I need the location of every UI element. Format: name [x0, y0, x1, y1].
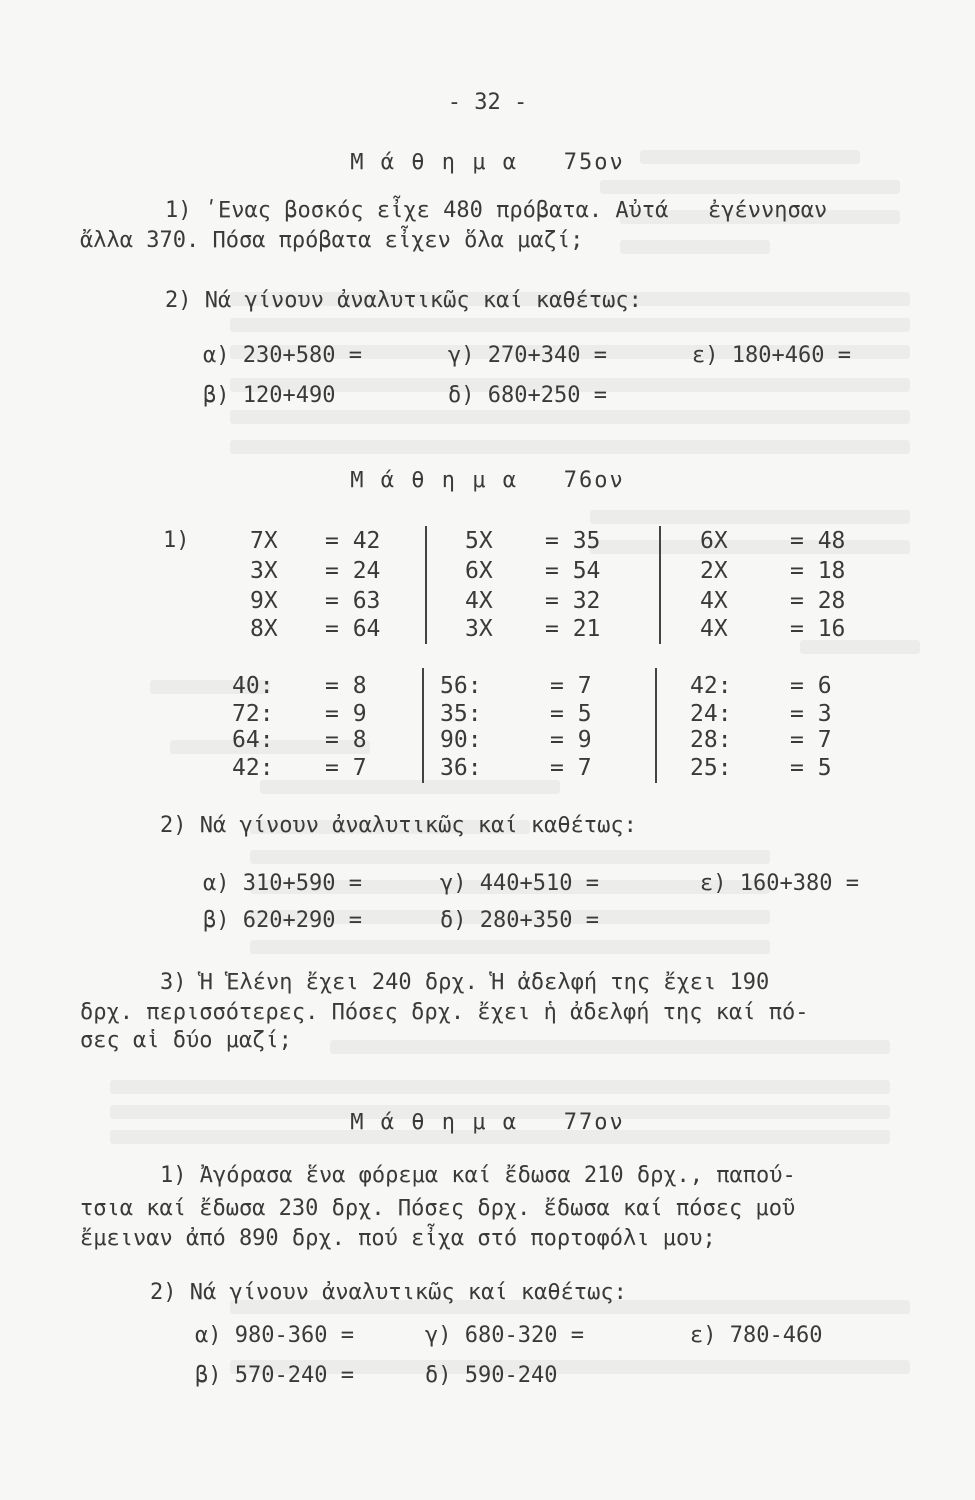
- lesson-76-title: Μ ά θ η μ α 76ον: [350, 468, 625, 493]
- div-dividend: 35:: [440, 701, 482, 727]
- lesson-75-exercise-d: δ) 680+250 =: [448, 383, 607, 408]
- div-dividend: 72:: [232, 701, 274, 727]
- mult-factor: 6Χ: [700, 528, 728, 554]
- lesson-77-exercise-a: α) 980-360 =: [195, 1323, 354, 1348]
- div-result: = 6: [790, 673, 832, 699]
- lesson-75-exercise-e: ε) 180+460 =: [692, 343, 851, 368]
- div-dividend: 64:: [232, 727, 274, 753]
- div-result: = 7: [550, 755, 592, 781]
- div-result: = 5: [790, 755, 832, 781]
- div-result: = 9: [325, 701, 367, 727]
- mult-factor: 4Χ: [700, 616, 728, 642]
- div-result: = 7: [325, 755, 367, 781]
- mult-factor: 4Χ: [465, 588, 493, 614]
- lesson-76-problem3-line1: 3) Ἡ Ἑλένη ἔχει 240 δρχ. Ἡ ἀδελφή της ἔχει 190: [160, 970, 770, 995]
- lesson-75-problem1-line2: ἄλλα 370. Πόσα πρόβατα εἶχεν ὅλα μαζί;: [80, 228, 584, 253]
- div-result: = 8: [325, 673, 367, 699]
- column-divider: [655, 668, 657, 783]
- lesson-76-problem3-line3: σες αἱ δύο μαζί;: [80, 1028, 292, 1053]
- lesson-77-title: Μ ά θ η μ α 77ον: [350, 1110, 625, 1135]
- div-result: = 5: [550, 701, 592, 727]
- mult-factor: 7Χ: [250, 528, 278, 554]
- lesson-75-exercise-b: β) 120+490: [203, 383, 336, 408]
- mult-factor: 6Χ: [465, 558, 493, 584]
- div-result: = 3: [790, 701, 832, 727]
- page-number: - 32 -: [447, 90, 528, 115]
- mult-result: = 63: [325, 588, 381, 614]
- mult-result: = 64: [325, 616, 381, 642]
- lesson-77-problem1-line2: τσια καί ἔδωσα 230 δρχ. Πόσες δρχ. ἔδωσα καί πόσες μοῦ: [80, 1196, 796, 1221]
- mult-factor: 2Χ: [700, 558, 728, 584]
- mult-result: = 32: [545, 588, 601, 614]
- mult-factor: 8Χ: [250, 616, 278, 642]
- mult-result: = 18: [790, 558, 846, 584]
- mult-result: = 48: [790, 528, 846, 554]
- div-result: = 7: [550, 673, 592, 699]
- mult-result: = 24: [325, 558, 381, 584]
- lesson-75-problem2-heading: 2) Νά γίνουν ἀναλυτικῶς καί καθέτως:: [165, 288, 642, 313]
- div-dividend: 28:: [690, 727, 732, 753]
- div-result: = 7: [790, 727, 832, 753]
- lesson-77-exercise-b: β) 570-240 =: [195, 1363, 354, 1388]
- div-dividend: 24:: [690, 701, 732, 727]
- mult-factor: 9Χ: [250, 588, 278, 614]
- lesson-76-exercise-a: α) 310+590 =: [203, 871, 362, 896]
- lesson-77-exercise-e: ε) 780-460: [690, 1323, 823, 1348]
- lesson-76-problem2-heading: 2) Νά γίνουν ἀναλυτικῶς καί καθέτως:: [160, 813, 637, 838]
- mult-result: = 28: [790, 588, 846, 614]
- div-result: = 8: [325, 727, 367, 753]
- div-result: = 9: [550, 727, 592, 753]
- lesson-76-exercise-e: ε) 160+380 =: [700, 871, 859, 896]
- lesson-77-exercise-d: δ) 590-240: [425, 1363, 558, 1388]
- lesson-77-problem2-heading: 2) Νά γίνουν ἀναλυτικῶς καί καθέτως:: [150, 1280, 627, 1305]
- column-divider: [659, 526, 661, 644]
- mult-factor: 4Χ: [700, 588, 728, 614]
- lesson-75-exercise-a: α) 230+580 =: [203, 343, 362, 368]
- lesson-76-exercise-g: γ) 440+510 =: [440, 871, 599, 896]
- lesson-75-problem1-line1: 1) ʹΕνας βοσκός εἶχε 480 πρόβατα. Αὐτά ἐγέννησαν: [165, 198, 828, 223]
- lesson-76-exercise-d: δ) 280+350 =: [440, 908, 599, 933]
- div-dividend: 90:: [440, 727, 482, 753]
- lesson-76-problem3-line2: δρχ. περισσότερες. Πόσες δρχ. ἔχει ἡ ἀδελφή της καί πό-: [80, 1000, 809, 1025]
- mult-result: = 16: [790, 616, 846, 642]
- mult-result: = 21: [545, 616, 601, 642]
- lesson-77-problem1-line1: 1) Ἀγόρασα ἕνα φόρεμα καί ἔδωσα 210 δρχ., παπού-: [160, 1163, 796, 1188]
- div-dividend: 36:: [440, 755, 482, 781]
- lesson-77-problem1-line3: ἔμειναν ἀπό 890 δρχ. πού εἶχα στό πορτοφόλι μου;: [80, 1226, 716, 1251]
- lesson-77-exercise-g: γ) 680-320 =: [425, 1323, 584, 1348]
- div-dividend: 42:: [232, 755, 274, 781]
- column-divider: [422, 668, 424, 783]
- mult-result: = 54: [545, 558, 601, 584]
- lesson-75-exercise-g: γ) 270+340 =: [448, 343, 607, 368]
- mult-factor: 3Χ: [250, 558, 278, 584]
- mult-result: = 35: [545, 528, 601, 554]
- div-dividend: 42:: [690, 673, 732, 699]
- mult-result: = 42: [325, 528, 381, 554]
- mult-factor: 5Χ: [465, 528, 493, 554]
- column-divider: [425, 526, 427, 644]
- div-dividend: 25:: [690, 755, 732, 781]
- div-dividend: 56:: [440, 673, 482, 699]
- lesson-76-problem1-label: 1): [163, 528, 190, 553]
- lesson-76-exercise-b: β) 620+290 =: [203, 908, 362, 933]
- lesson-75-title: Μ ά θ η μ α 75ον: [350, 150, 625, 175]
- div-dividend: 40:: [232, 673, 274, 699]
- mult-factor: 3Χ: [465, 616, 493, 642]
